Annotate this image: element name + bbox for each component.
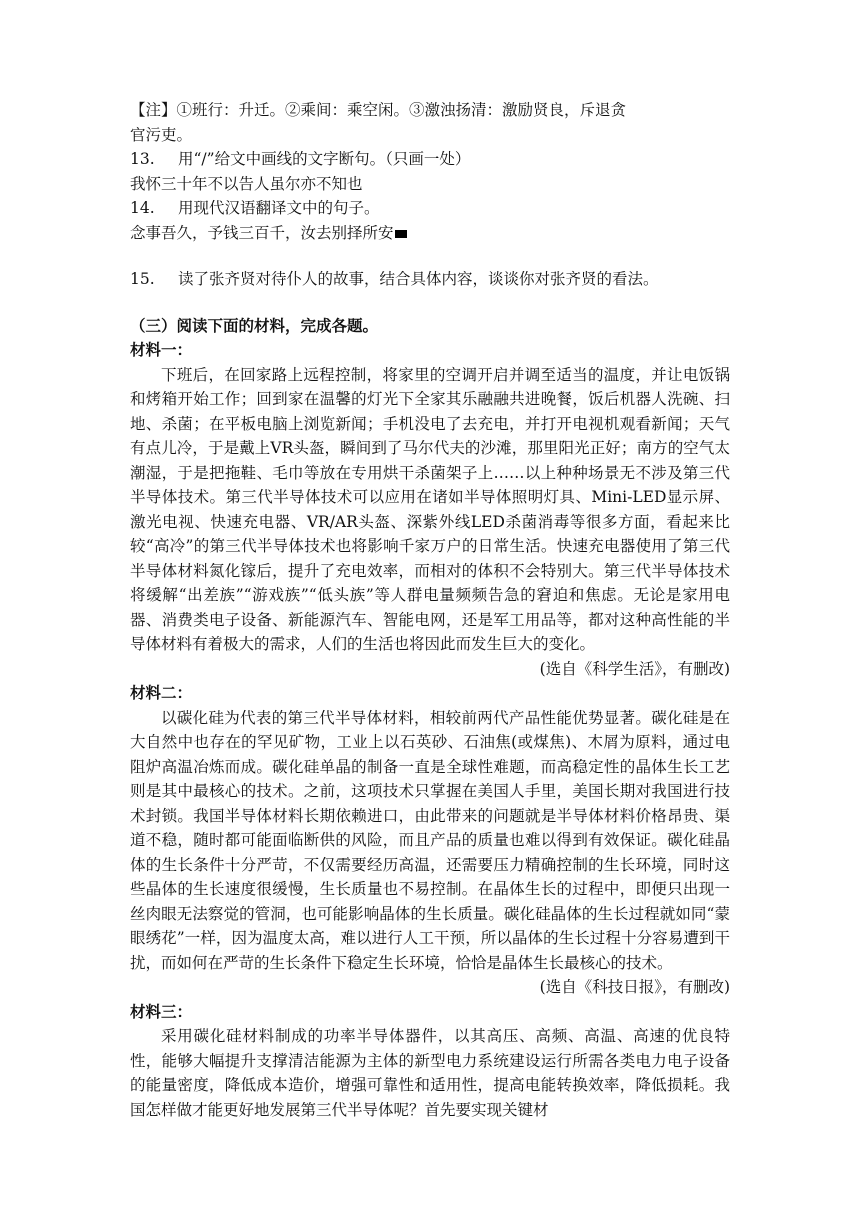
material-1-title: 材料一： — [130, 340, 193, 359]
question-14-sentence — [130, 221, 730, 246]
question-13-sentence: 我怀三十年不以告人虽尔亦不知也 — [130, 174, 363, 193]
material-2-text: 以碳化硅为代表的第三代半导体材料，相较前两代产品性能优势显著。碳化硅是在大自然中也存在的罕见矿物，工业上以石英砂、石油焦(或煤焦)、木屑为原料，通过电阻炉高温冶炼而成。碳化硅单晶的制备一直是全球性难题，而高稳定性的晶体生长工艺则是其中最核心的技术。之前，这项技术只掌握在美国人手里，美国长期对我国进行技术封锁。我国半导体材料长期依赖进口，由此带来的问题就是半导体材料价格昂贵、渠道不稳，随时都可能面临断供的风险，而且产品的质量也难以得到有效保证。碳化硅晶体的生长条件十分严苛，不仅需要经历高温，还需要压力精确控制的生长环境，同时这些晶体的生长速度很缓慢，生长质量也不易控制。在晶体生长的过程中，即便只出现一丝肉眼无法察觉的管洞，也可能影响晶体的生长质量。碳化硅晶体的生长过程就如同“蒙眼绣花”一样，因为温度太高，难以进行人工干预，所以晶体的生长过程十分容易遭到干扰，而如何在严苛的生长条件下稳定生长环境，恰恰是晶体生长最核心的技术。 — [130, 708, 730, 972]
black-mark-icon — [395, 230, 407, 238]
question-14-number: 14. — [130, 199, 155, 217]
section-3-heading: （三）阅读下面的材料，完成各题。 — [130, 315, 379, 335]
material-2-title: 材料二： — [130, 683, 193, 702]
annotation-note-line1: 【注】①班行：升迁。②乘间：乘空闲。③激浊扬清：激励贤良，斥退贪 — [130, 101, 627, 119]
question-15 — [130, 267, 730, 292]
material-2-source: (选自《科技日报》，有删改) — [539, 978, 730, 996]
question-15-text: 读了张齐贤对待仆人的故事，结合具体内容，谈谈你对张齐贤的看法。 — [178, 270, 659, 288]
question-14-sentence-text: 念事吾久，予钱三百千，汝去别择所安 — [130, 223, 394, 242]
spacer — [130, 245, 730, 267]
spacer — [130, 292, 730, 314]
question-14-text: 用现代汉语翻译文中的句子。 — [178, 199, 380, 217]
material-3-text: 采用碳化硅材料制成的功率半导体器件，以其高压、高频、高温、高速的优良特性，能够大幅提升支撑清洁能源为主体的新型电力系统建设运行所需各类电力电子设备的能量密度，降低成本造价，增强可靠性和适用性，提高电能转换效率，降低损耗。我国怎样做才能更好地发展第三代半导体呢？首先要实现关键材 — [130, 1027, 730, 1119]
question-15-number: 15. — [130, 270, 155, 288]
material-1-source: (选自《科学生活》，有删改) — [539, 659, 730, 678]
document-page — [130, 98, 730, 1122]
question-13 — [130, 147, 730, 172]
material-3-title: 材料三： — [130, 1001, 193, 1021]
question-14 — [130, 196, 730, 221]
question-13-text: 用“/”给文中画线的文字断句。（只画一处） — [178, 150, 471, 168]
question-13-number: 13. — [130, 150, 155, 168]
material-1-text: 下班后，在回家路上远程控制，将家里的空调开启并调至适当的温度，并让电饭锅和烤箱开始工作；回到家在温馨的灯光下全家其乐融融共进晚餐，饭后机器人洗碗、扫地、杀菌；在平板电脑上浏览新闻；手机没电了去充电，并打开电视机观看新闻；天气有点儿冷，于是戴上VR头盔，瞬间到了马尔代夫的沙滩，那里阳光正好；南方的空气太潮湿，于是把拖鞋、毛巾等放在专用烘干杀菌架子上……以上种种场景无不涉及第三代半导体技术。第三代半导体技术可以应用在诸如半导体照明灯具、Mini-LED显示屏、激光电视、快速充电器、VR/AR头盔、深紫外线LED杀菌消毒等很多方面，看起来比较“高冷”的第三代半导体技术也将影响千家万户的日常生活。快速充电器使用了第三代半导体材料氮化镓后，提升了充电效率，而相对的体积不会特别大。第三代半导体技术将缓解“出差族”“游戏族”“低头族”等人群电量频频告急的窘迫和焦虑。无论是家用电器、消费类电子设备、新能源汽车、智能电网，还是军工用品等，都对这种高性能的半导体材料有着极大的需求，人们的生活也将因此而发生巨大的变化。 — [130, 365, 730, 653]
annotation-note-line2: 官污吏。 — [130, 125, 193, 144]
